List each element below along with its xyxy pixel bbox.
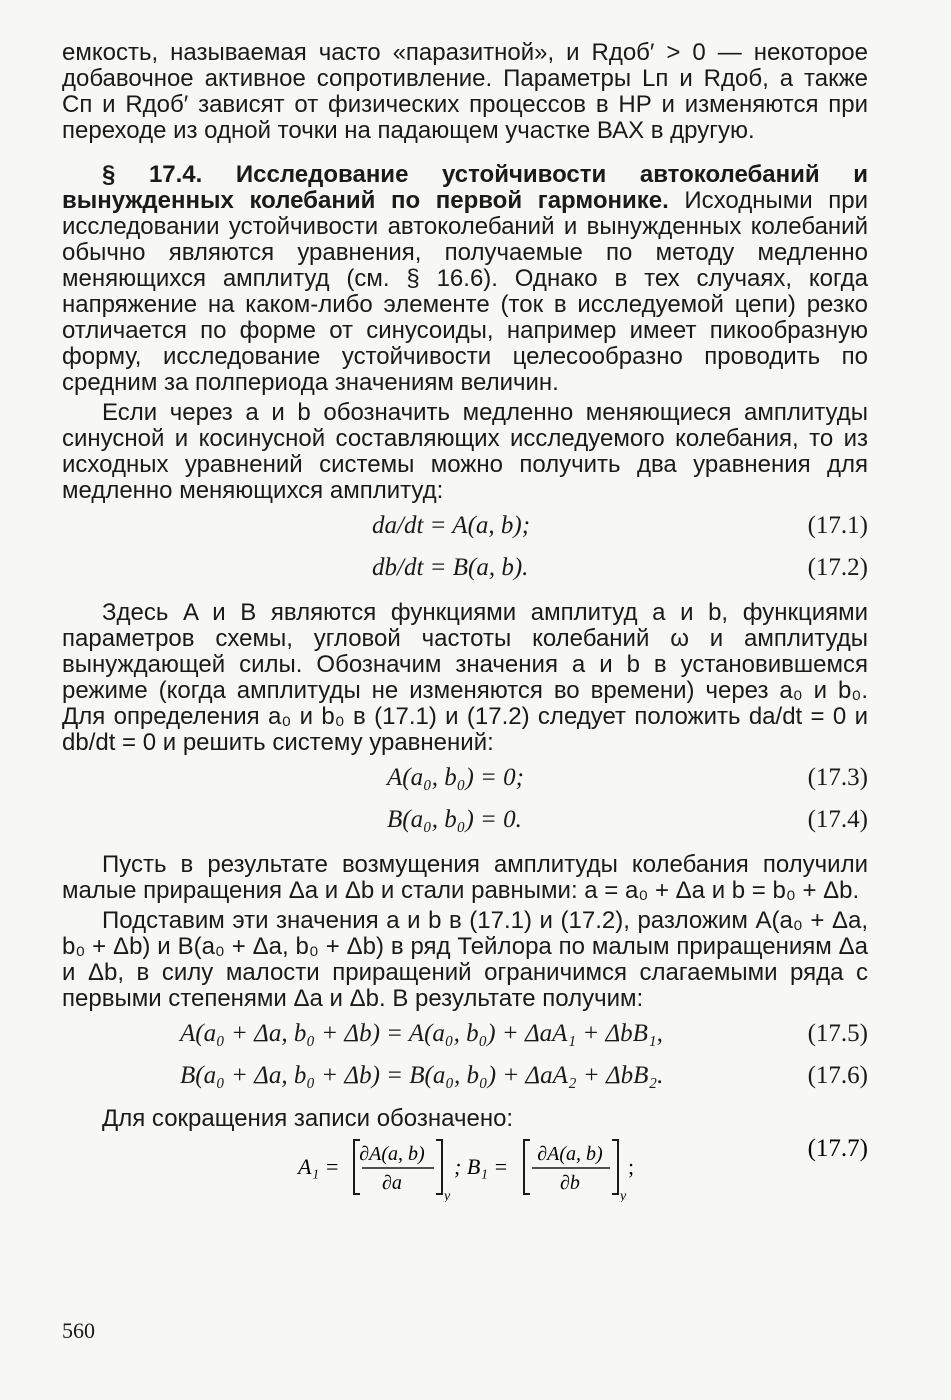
- eq7-number: (17.7): [807, 1135, 868, 1162]
- eq7-sub-2: y: [620, 1189, 627, 1202]
- paragraph-amplitudes: Если через a и b обозначить медленно меняющиеся амплитуды синусной и косинусной составляющих исследуемого колебания, то из исходных уравнений системы можно получить два уравнения для медленно меняющихся амплитуд:: [62, 399, 868, 504]
- equation-17-5: A(a₀ + Δa, b₀ + Δb) = A(a₀, b₀) + ΔaA₁ + ΔbB₁, (17.5): [180, 1020, 868, 1047]
- section-title: § 17.4. Исследование устойчивости автоколебаний и вынужденных колебаний по первой гармонике.: [62, 161, 868, 214]
- equation-17-6: B(a₀ + Δa, b₀ + Δb) = B(a₀, b₀) + ΔaA₂ + ΔbB₂. (17.6): [180, 1062, 868, 1089]
- paragraph-let: Пусть в результате возмущения амплитуды колебания получили малые приращения Δa и Δb и стали равными: a = a₀ + Δa и b = b₀ + Δb.: [62, 851, 868, 904]
- paragraph-substitute: Подставим эти значения a и b в (17.1) и (17.2), разложим A(a₀ + Δa, b₀ + Δb) и B(a₀ + Δa, b₀ + Δb) в ряд Тейлора по малым приращениям Δa и Δb, в силу малости приращений ограничимся слагаемыми ряда с первыми степенями Δa и Δb. В результате получим:: [62, 907, 868, 1012]
- eq7-denominator-2: ∂b: [560, 1172, 580, 1194]
- paragraph-here: Здесь A и B являются функциями амплитуд a и b, функциями параметров схемы, угловой частоты колебаний ω и амплитуды вынуждающей силы. Обозначим значения a и b в установившемся режиме (когда амплитуды не изменяются во времени) через a₀ и b₀. Для определения a₀ и b₀ в (17.1) и (17.2) следует положить da/dt = 0 и db/dt = 0 и решить систему уравнений:: [62, 599, 868, 756]
- eq7-tail: ;: [628, 1154, 635, 1179]
- eq7-denominator-1: ∂a: [382, 1172, 402, 1194]
- section-text: Исходными при исследовании устойчивости автоколебаний и вынужденных колебаний обычно являются уравнения, получаемые по методу медленно меняющихся амплитуд (см. § 16.6). Однако в тех случаях, когда напряжение на каком-либо элементе (ток в исследуемой цепи) резко отличается по форме от синусоиды, например имеет пикообразную форму, исследование устойчивости целесообразно проводить по средним за полпериода значениям величин.: [62, 187, 868, 396]
- eq7-sub-1: y: [444, 1189, 451, 1202]
- equation-17-7: [62, 1132, 868, 1202]
- equation-17-3: A(a₀, b₀) = 0; (17.3): [387, 764, 868, 791]
- eq7-lhs: A₁ =: [298, 1154, 340, 1179]
- section-paragraph: [62, 162, 868, 396]
- top-paragraph: емкость, называемая часто «паразитной», и Rдоб′ > 0 — некоторое добавочное активное сопротивление. Параметры Lп и Rдоб, а также Cп и Rдоб′ зависят от физических процессов в НР и изменяются при переходе из одной точки на падающем участке ВАХ в другую.: [62, 39, 868, 144]
- eq7-mid: ; B₁ =: [454, 1154, 509, 1179]
- eq7-numerator-2: ∂A(a, b): [537, 1143, 603, 1165]
- equation-17-4: B(a₀, b₀) = 0. (17.4): [387, 806, 868, 833]
- eq7-numerator-1: ∂A(a, b): [359, 1143, 425, 1165]
- paragraph-abbrev: Для сокращения записи обозначено:: [102, 1105, 514, 1132]
- equation-17-2: db/dt = B(a, b). (17.2): [372, 554, 868, 581]
- bracket-open-2: [524, 1140, 530, 1194]
- bracket-close-1: [436, 1140, 442, 1194]
- page-number: 560: [62, 1318, 95, 1343]
- equation-17-7-graphic: [62, 1132, 868, 1202]
- bracket-close-2: [612, 1140, 618, 1194]
- equation-17-1: da/dt = A(a, b); (17.1): [372, 512, 868, 539]
- page-content: [62, 40, 868, 1202]
